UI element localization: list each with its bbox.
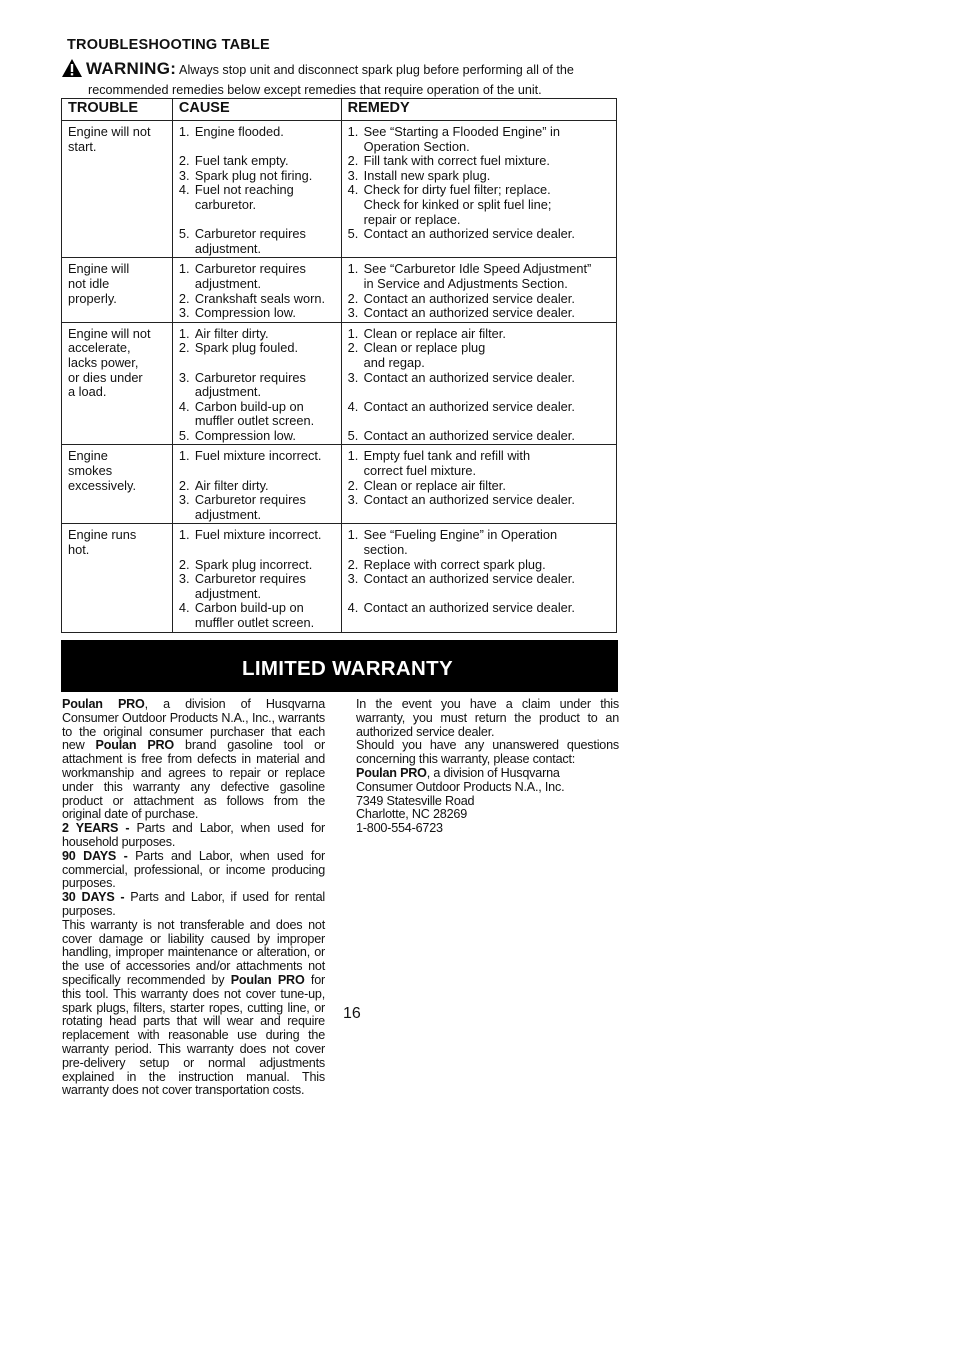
item-text: Contact an authorized service dealer. <box>363 226 575 242</box>
item-text: Carburetor requires <box>194 492 306 508</box>
item-number <box>348 543 364 558</box>
item-text: muffler outlet screen. <box>194 615 315 630</box>
list-item <box>179 601 335 616</box>
item-number: 4. <box>347 600 359 616</box>
item-text: Contact an authorized service dealer. <box>363 571 575 587</box>
item-number: 1. <box>178 124 190 139</box>
item-text: Contact an authorized service dealer. <box>363 427 575 443</box>
list-item <box>179 292 335 307</box>
blank-line <box>179 356 335 371</box>
cause-cell <box>172 322 341 445</box>
item-number: 3. <box>347 369 359 385</box>
item-number: 1. <box>347 261 359 277</box>
cause-cell <box>172 445 341 524</box>
list-item <box>348 227 610 242</box>
blank-line <box>348 587 610 602</box>
cause-cell <box>172 121 341 258</box>
table-row <box>62 524 617 632</box>
troubleshooting-table <box>61 98 617 633</box>
table-row <box>62 258 617 322</box>
trouble-line: or dies under <box>68 369 143 385</box>
trouble-line: start. <box>68 138 97 154</box>
list-item <box>348 154 610 169</box>
trouble-line: hot. <box>68 542 90 558</box>
list-item <box>179 572 335 587</box>
list-item <box>348 277 610 292</box>
item-number <box>179 385 195 400</box>
trouble-line: Engine <box>68 448 108 464</box>
warranty-term-household <box>62 822 325 850</box>
item-text: Crankshaft seals worn. <box>194 290 326 306</box>
item-text: See “Carburetor Idle Speed Adjustment” <box>363 261 592 277</box>
list-item <box>348 198 610 213</box>
item-text: Carbon build-up on <box>194 600 304 616</box>
item-text: and regap. <box>363 354 425 370</box>
item-number <box>348 140 364 155</box>
item-text: Contact an authorized service dealer. <box>363 398 575 414</box>
list-item <box>179 385 335 400</box>
list-item <box>348 493 610 508</box>
item-number <box>179 277 195 292</box>
item-number: 2. <box>347 153 359 169</box>
list-item <box>179 125 335 140</box>
table-header-row <box>62 99 617 121</box>
item-text: Spark plug fouled. <box>194 340 299 356</box>
list-item <box>348 292 610 307</box>
trouble-line: Engine will not <box>68 124 151 139</box>
list-item <box>179 414 335 429</box>
item-text: adjustment. <box>194 275 262 291</box>
term-text: Parts and Labor, if used for rental purposes. <box>62 890 325 918</box>
item-text: adjustment. <box>194 506 262 522</box>
item-number: 3. <box>178 305 190 321</box>
table-row <box>62 322 617 445</box>
contact-company: Consumer Outdoor Products N.A., Inc. <box>356 779 565 794</box>
warning-text-line-2: recommended remedies below except remedies that require operation of the unit. <box>88 83 542 97</box>
item-text: Carburetor requires <box>194 571 306 587</box>
list-item <box>179 616 335 631</box>
term-text: Parts and Labor, when used for commercial, professional, or income producing purposes. <box>62 848 325 891</box>
list-item <box>348 371 610 386</box>
list-item <box>179 341 335 356</box>
exclusions-text-1: This warranty is not transferable and does not cover damage or liability caused by improper handling, improper maintenance or alteration, or the use of accessories and/or attachments not specifically recommended by <box>62 917 325 987</box>
list-item <box>348 262 610 277</box>
warning-triangle-icon <box>61 58 83 82</box>
list-item <box>348 341 610 356</box>
item-text: Fuel mixture incorrect. <box>194 527 322 543</box>
warranty-intro-text-1: , a division of Husqvarna Consumer Outdoor Products N.A., Inc., warrants to the original consumer purchaser that each new <box>62 697 325 753</box>
warranty-intro-text-2: brand gasoline tool or attachment is free from defects in material and workmanship and agrees to repair or replace under this warranty any defective gasoline product or attachment as follows from the original date of purchase. <box>62 738 325 822</box>
remedy-cell <box>341 524 616 632</box>
item-text: correct fuel mixture. <box>363 463 477 479</box>
term-label: 30 DAYS - <box>62 890 125 905</box>
list-item <box>348 125 610 140</box>
warning-word: WARNING: <box>86 59 177 78</box>
item-number <box>348 277 364 292</box>
item-number <box>179 414 195 429</box>
item-number: 5. <box>347 226 359 242</box>
list-item <box>179 449 335 464</box>
item-text: Fuel not reaching <box>194 182 294 198</box>
list-item <box>179 262 335 277</box>
item-number: 4. <box>178 600 190 616</box>
item-number: 5. <box>347 427 359 443</box>
list-item <box>348 306 610 321</box>
list-item <box>348 572 610 587</box>
item-text: adjustment. <box>194 384 262 400</box>
list-item <box>348 528 610 543</box>
item-number: 5. <box>178 427 190 443</box>
item-text: Spark plug incorrect. <box>194 556 313 572</box>
trouble-cell <box>62 121 173 258</box>
item-text: Carbon build-up on <box>194 398 304 414</box>
item-number <box>179 242 195 257</box>
item-number: 2. <box>178 477 190 493</box>
item-number: 1. <box>347 527 359 543</box>
item-number <box>179 587 195 602</box>
list-item <box>179 371 335 386</box>
trouble-line: a load. <box>68 384 107 400</box>
brand-name: Poulan PRO <box>356 765 427 780</box>
item-number: 3. <box>178 167 190 183</box>
list-item <box>179 400 335 415</box>
list-item <box>348 601 610 616</box>
list-item <box>179 277 335 292</box>
list-item <box>348 183 610 198</box>
blank-line <box>179 543 335 558</box>
item-number: 2. <box>347 340 359 356</box>
trouble-cell <box>62 524 173 632</box>
item-number <box>348 464 364 479</box>
item-text: adjustment. <box>194 240 262 256</box>
list-item <box>179 169 335 184</box>
remedy-cell <box>341 445 616 524</box>
item-text: Carburetor requires <box>194 261 306 277</box>
brand-name: Poulan PRO <box>95 738 175 753</box>
item-text: Fuel mixture incorrect. <box>194 448 322 464</box>
item-text: Empty fuel tank and refill with <box>363 448 531 464</box>
item-number: 1. <box>347 124 359 139</box>
item-number: 1. <box>178 448 190 464</box>
brand-name: Poulan PRO <box>230 972 305 987</box>
header-remedy: REMEDY <box>341 99 616 121</box>
list-item <box>179 587 335 602</box>
trouble-line: lacks power, <box>68 354 139 370</box>
trouble-line: Engine runs <box>68 527 137 543</box>
warranty-term-commercial <box>62 850 325 891</box>
item-text: carburetor. <box>194 196 257 212</box>
contact-phone: 1-800-554-6723 <box>356 821 443 836</box>
list-item <box>348 327 610 342</box>
item-text: Engine flooded. <box>194 124 284 139</box>
list-item <box>179 528 335 543</box>
warranty-intro <box>62 698 325 822</box>
item-text: Compression low. <box>194 427 296 443</box>
item-text: adjustment. <box>194 585 262 601</box>
contact-division: , a division of Husqvarna <box>426 765 560 780</box>
list-item <box>179 183 335 198</box>
blank-line <box>348 385 610 400</box>
item-text: Spark plug not firing. <box>194 167 313 183</box>
list-item <box>179 198 335 213</box>
contact-city: Charlotte, NC 28269 <box>356 807 468 822</box>
trouble-line: properly. <box>68 290 117 306</box>
item-number <box>179 616 195 631</box>
item-text: Air filter dirty. <box>194 325 269 341</box>
item-number <box>348 213 364 228</box>
list-item <box>348 429 610 444</box>
item-text: Air filter dirty. <box>194 477 269 493</box>
blank-line <box>179 213 335 228</box>
limited-warranty-banner <box>61 640 618 692</box>
item-number: 2. <box>347 556 359 572</box>
item-number: 1. <box>347 448 359 464</box>
trouble-cell <box>62 445 173 524</box>
warranty-exclusions <box>62 919 325 1098</box>
list-item <box>179 479 335 494</box>
list-item <box>179 227 335 242</box>
trouble-line: Engine will not <box>68 325 151 341</box>
item-number: 4. <box>178 182 190 198</box>
item-text: See “Starting a Flooded Engine” in <box>363 124 560 139</box>
item-number: 1. <box>178 325 190 341</box>
table-row <box>62 445 617 524</box>
cause-cell <box>172 258 341 322</box>
list-item <box>348 543 610 558</box>
item-number: 4. <box>347 182 359 198</box>
list-item <box>348 464 610 479</box>
item-text: Clean or replace air filter. <box>363 325 506 341</box>
header-trouble: TROUBLE <box>62 99 173 121</box>
item-number: 2. <box>178 340 190 356</box>
term-label: 90 DAYS - <box>62 848 128 863</box>
list-item <box>348 356 610 371</box>
item-number: 1. <box>178 261 190 277</box>
item-number: 5. <box>178 226 190 242</box>
blank-line <box>348 414 610 429</box>
warning-text-line-1: Always stop unit and disconnect spark plug before performing all of the <box>179 63 574 77</box>
remedy-cell <box>341 322 616 445</box>
item-text: Fuel tank empty. <box>194 153 289 169</box>
item-number: 3. <box>347 492 359 508</box>
item-text: section. <box>363 542 408 558</box>
trouble-line: smokes <box>68 463 113 479</box>
item-number: 2. <box>178 153 190 169</box>
remedy-cell <box>341 258 616 322</box>
trouble-cell <box>62 258 173 322</box>
contact-street: 7349 Statesville Road <box>356 793 475 808</box>
item-text: Contact an authorized service dealer. <box>363 369 575 385</box>
list-item <box>348 140 610 155</box>
page-number: 16 <box>343 1005 361 1022</box>
item-text: Compression low. <box>194 305 296 321</box>
list-item <box>348 558 610 573</box>
warranty-title: LIMITED WARRANTY <box>242 657 453 680</box>
item-number: 1. <box>347 325 359 341</box>
warranty-contact <box>356 767 619 836</box>
warranty-term-rental <box>62 891 325 919</box>
trouble-line: not idle <box>68 275 110 291</box>
item-text: Carburetor requires <box>194 369 306 385</box>
item-number <box>348 198 364 213</box>
list-item <box>179 493 335 508</box>
list-item <box>348 449 610 464</box>
list-item <box>179 242 335 257</box>
item-text: Carburetor requires <box>194 226 306 242</box>
item-number: 2. <box>178 290 190 306</box>
item-number: 4. <box>347 398 359 414</box>
trouble-line: excessively. <box>68 477 137 493</box>
list-item <box>348 169 610 184</box>
term-text: Parts and Labor, when used for household purposes. <box>62 821 326 849</box>
item-text: Operation Section. <box>363 138 470 154</box>
item-number: 2. <box>178 556 190 572</box>
item-text: Check for kinked or split fuel line; <box>363 196 552 212</box>
item-text: Check for dirty fuel filter; replace. <box>363 182 551 198</box>
troubleshooting-title: TROUBLESHOOTING TABLE <box>67 37 270 53</box>
item-text: Contact an authorized service dealer. <box>363 305 575 321</box>
list-item <box>179 327 335 342</box>
warranty-questions: Should you have any unanswered questions concerning this warranty, please contact: <box>356 738 619 767</box>
item-number: 3. <box>347 571 359 587</box>
item-text: in Service and Adjustments Section. <box>363 275 568 291</box>
warranty-column-left <box>62 698 325 1098</box>
item-number: 3. <box>347 305 359 321</box>
item-text: Install new spark plug. <box>363 167 491 183</box>
trouble-line: Engine will <box>68 261 130 277</box>
item-number: 2. <box>347 290 359 306</box>
brand-name: Poulan PRO <box>62 697 145 711</box>
item-text: See “Fueling Engine” in Operation <box>363 527 558 543</box>
list-item <box>179 154 335 169</box>
trouble-line: accelerate, <box>68 340 131 356</box>
exclusions-text-2: for this tool. This warranty does not cover tune-up, spark plugs, filters, starter ropes, cutting line, or rotating head parts that will wear and require replacement with reasonable use during the warranty period. This warranty does not cover pre-delivery setup or normal adjustments explained in the instruction manual. This warranty does not cover transportation costs. <box>62 972 326 1098</box>
warranty-claim: In the event you have a claim under this warranty, you must return the product to an authorized service dealer. <box>356 697 619 739</box>
warning-notice <box>61 58 621 98</box>
item-text: Clean or replace plug <box>363 340 486 356</box>
blank-line <box>179 464 335 479</box>
header-cause: CAUSE <box>172 99 341 121</box>
warranty-column-right <box>356 698 619 836</box>
troubleshooting-table-body <box>62 121 617 633</box>
item-number <box>179 198 195 213</box>
term-label: 2 YEARS - <box>62 821 130 836</box>
item-text: Clean or replace air filter. <box>363 477 506 493</box>
item-number: 3. <box>347 167 359 183</box>
item-number <box>348 356 364 371</box>
item-text: repair or replace. <box>363 211 461 227</box>
item-text: Replace with correct spark plug. <box>363 556 546 572</box>
item-number: 4. <box>178 398 190 414</box>
list-item <box>179 558 335 573</box>
trouble-cell <box>62 322 173 445</box>
list-item <box>348 400 610 415</box>
item-text: muffler outlet screen. <box>194 413 315 429</box>
list-item <box>179 508 335 523</box>
item-number <box>179 508 195 523</box>
remedy-cell <box>341 121 616 258</box>
item-text: Contact an authorized service dealer. <box>363 290 575 306</box>
item-text: Contact an authorized service dealer. <box>363 600 575 616</box>
item-number: 3. <box>178 492 190 508</box>
list-item <box>348 479 610 494</box>
list-item <box>348 213 610 228</box>
item-number: 3. <box>178 369 190 385</box>
item-text: Fill tank with correct fuel mixture. <box>363 153 550 169</box>
list-item <box>179 306 335 321</box>
table-row <box>62 121 617 258</box>
item-number: 3. <box>178 571 190 587</box>
blank-line <box>179 140 335 155</box>
list-item <box>179 429 335 444</box>
item-number: 1. <box>178 527 190 543</box>
item-number: 2. <box>347 477 359 493</box>
cause-cell <box>172 524 341 632</box>
item-text: Contact an authorized service dealer. <box>363 492 575 508</box>
